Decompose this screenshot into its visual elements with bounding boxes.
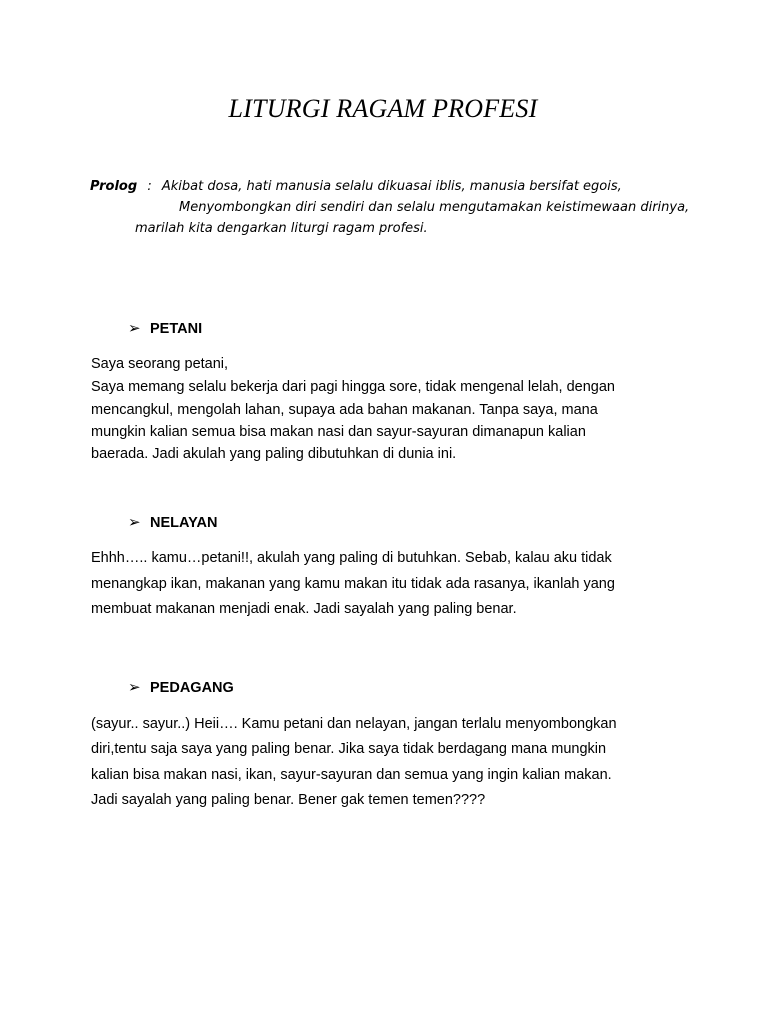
paragraph-line: membuat makanan menjadi enak. Jadi sayalah yang paling benar. [91,601,517,617]
paragraph-line: (sayur.. sayur..) Heii…. Kamu petani dan nelayan, jangan terlalu menyombongkan [91,716,617,732]
section-heading-petani [128,319,202,337]
prolog-text-2: Menyombongkan diri sendiri dan selalu mengutamakan keistimewaan dirinya, [179,200,690,215]
paragraph-line: diri,tentu saja saya yang paling benar. Jika saya tidak berdagang mana mungkin [91,741,607,757]
paragraph-line: Saya seorang petani, [91,356,229,372]
paragraph-line: menangkap ikan, makanan yang kamu makan itu tidak ada rasanya, ikanlah yang [91,576,615,592]
section-heading-label: PETANI [150,321,203,337]
section-heading-label: PEDAGANG [150,680,234,696]
paragraph-line: kalian bisa makan nasi, ikan, sayur-sayuran dan semua yang ingin kalian makan. [91,767,612,783]
paragraph-line: mencangkul, mengolah lahan, supaya ada bahan makanan. Tanpa saya, mana [91,402,598,418]
section-heading-nelayan [128,513,217,531]
prolog-line-1 [90,176,622,197]
paragraph-line: Saya memang selalu bekerja dari pagi hingga sore, tidak mengenal lelah, dengan [91,379,615,395]
arrow-bullet-icon: ➢ [128,514,141,531]
paragraph-line: baerada. Jadi akulah yang paling dibutuhkan di dunia ini. [91,446,457,462]
paragraph-line: Jadi sayalah yang paling benar. Bener gak temen temen???? [91,792,486,808]
paragraph-line: mungkin kalian semua bisa makan nasi dan sayur-sayuran dimanapun kalian [91,424,586,440]
prolog-separator: : [147,179,152,194]
document-title: LITURGI RAGAM PROFESI [228,94,538,123]
prolog-label: Prolog [90,179,138,194]
arrow-bullet-icon: ➢ [128,320,141,337]
prolog-text-1: Akibat dosa, hati manusia selalu dikuasai iblis, manusia bersifat egois, [161,179,622,194]
section-heading-label: NELAYAN [150,515,218,531]
prolog-text-3: marilah kita dengarkan liturgi ragam profesi. [135,221,428,236]
section-heading-pedagang [128,678,234,696]
arrow-bullet-icon: ➢ [128,679,141,696]
paragraph-line: Ehhh….. kamu…petani!!, akulah yang paling di butuhkan. Sebab, kalau aku tidak [91,550,612,566]
